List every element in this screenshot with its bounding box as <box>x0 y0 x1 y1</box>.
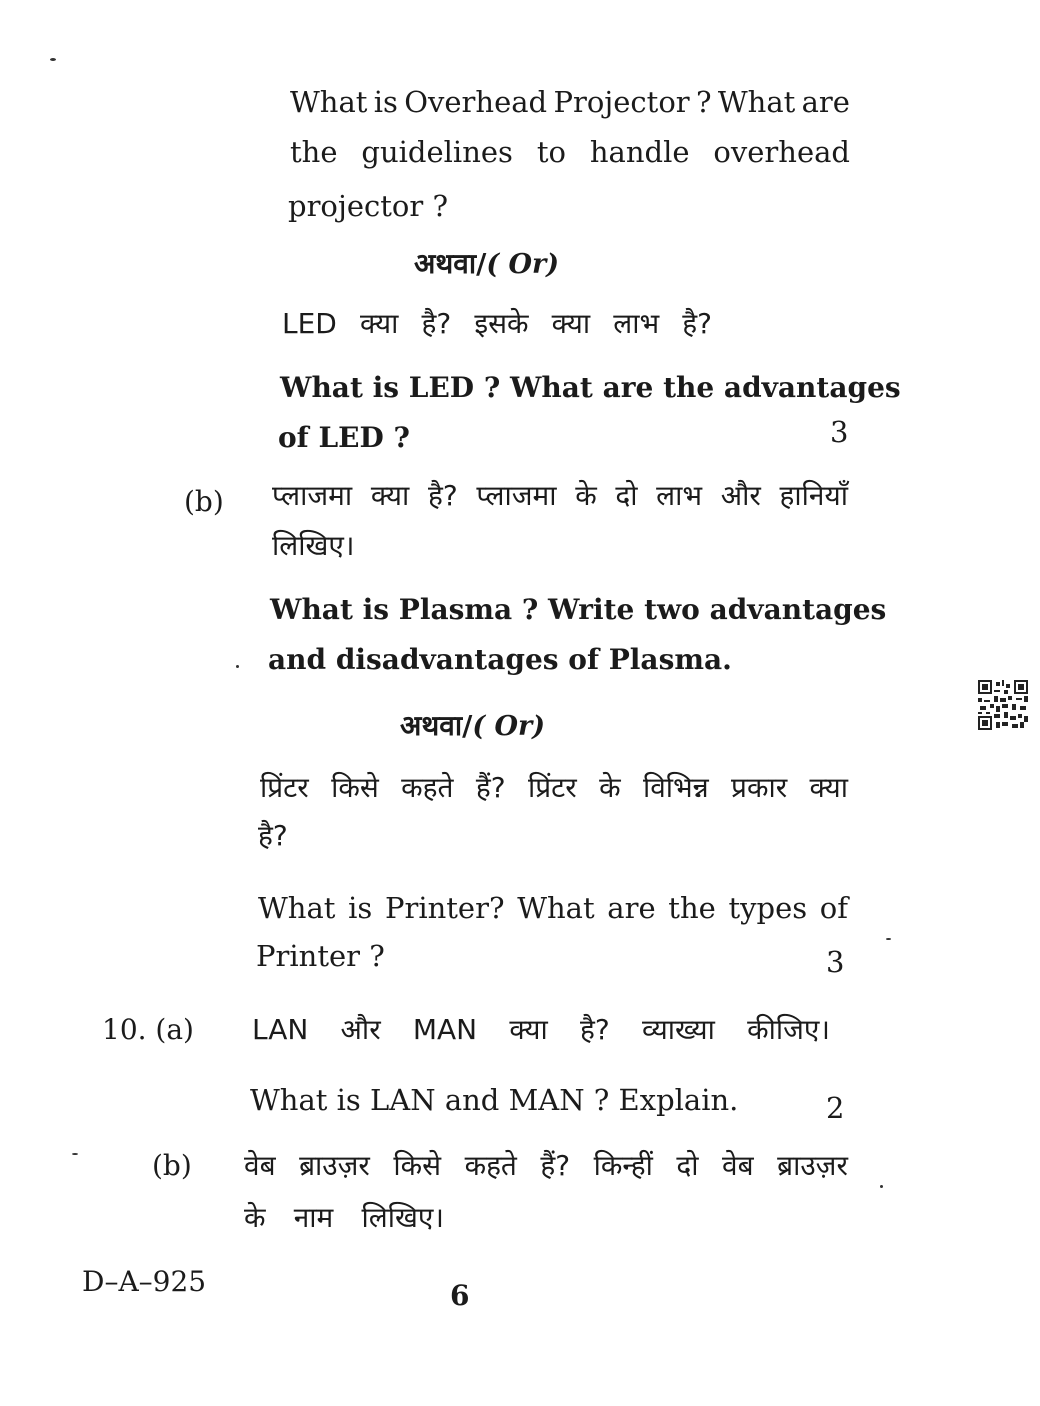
word: के <box>244 1201 266 1234</box>
q9b-label: (b) <box>184 485 224 518</box>
q9a-en-line-2 <box>290 135 850 169</box>
word: to <box>536 135 566 169</box>
scan-speck <box>72 1153 78 1155</box>
word: किसे <box>393 1149 442 1182</box>
q10a-number: 10. (a) <box>102 1013 194 1046</box>
word: is <box>348 891 373 925</box>
word: Projector <box>553 85 690 119</box>
word: लाभ <box>656 479 703 512</box>
scan-speck <box>50 58 56 61</box>
word: Printer? <box>384 891 505 925</box>
word: ब्राउज़र <box>299 1149 370 1182</box>
word: प्रिंटर <box>527 771 577 804</box>
word: विभिन्न <box>642 771 709 804</box>
word: क्या <box>359 307 399 340</box>
word: किसे <box>331 771 379 804</box>
word: प्रिंटर <box>260 771 309 804</box>
word: हैं? <box>540 1149 571 1182</box>
q9b-en-line-1: What is Plasma ? Write two advantages <box>270 593 887 626</box>
page-number: 6 <box>450 1279 470 1312</box>
scan-speck <box>236 665 239 668</box>
word: Overhead <box>404 85 548 119</box>
word: MAN <box>412 1013 478 1046</box>
word: है? <box>682 307 712 340</box>
word: क्या <box>370 479 410 512</box>
word: What <box>258 891 336 925</box>
word: What <box>717 85 796 119</box>
q9a-hi-led <box>282 307 712 340</box>
word: प्रकार <box>731 771 788 804</box>
word: लाभ <box>613 307 660 340</box>
word: है? <box>580 1013 610 1046</box>
q9b-en-line-2: and disadvantages of Plasma. <box>268 643 732 676</box>
word: क्या <box>551 307 591 340</box>
word: the <box>668 891 716 925</box>
word: types <box>728 891 808 925</box>
word: है? <box>427 479 458 512</box>
word: के <box>575 479 597 512</box>
q10b-label: (b) <box>152 1149 192 1182</box>
word: the <box>290 135 338 169</box>
or-english: ( Or) <box>472 711 546 742</box>
word: ब्राउज़र <box>777 1149 848 1182</box>
word: है? <box>421 307 452 340</box>
q9a-en-led-line-1: What is LED ? What are the advantages <box>280 371 901 404</box>
word: प्लाजमा <box>476 479 557 512</box>
word: LED <box>282 307 337 340</box>
q9a-en-line-1 <box>290 85 850 119</box>
word: What <box>517 891 595 925</box>
word: कहते <box>464 1149 517 1182</box>
word: क्या <box>509 1013 548 1046</box>
or-hindi: अथवा/ <box>414 247 487 280</box>
word: दो <box>615 479 638 512</box>
word: क्या <box>809 771 848 804</box>
word: are <box>607 891 656 925</box>
q9b-en-printer-line-1 <box>258 891 848 925</box>
word: कहते <box>401 771 454 804</box>
word: हैं? <box>475 771 506 804</box>
or-separator-2 <box>400 709 546 742</box>
q10b-hi-line-1 <box>244 1149 848 1182</box>
word: कीजिए। <box>747 1013 830 1046</box>
word: is <box>373 85 398 119</box>
word: ? <box>695 85 712 119</box>
q9b-marks: 3 <box>826 945 845 979</box>
word: इसके <box>474 307 529 340</box>
word: हानियाँ <box>779 479 848 512</box>
q9a-en-line-3: projector ? <box>288 189 449 223</box>
word: दो <box>676 1149 699 1182</box>
q10a-hi-line <box>252 1013 830 1046</box>
q9b-hi-line-2: लिखिए। <box>272 529 355 562</box>
word: overhead <box>713 135 850 169</box>
q9b-hi-printer-line-1 <box>260 771 848 804</box>
or-hindi: अथवा/ <box>400 709 473 742</box>
or-english: ( Or) <box>486 249 560 280</box>
scan-speck <box>886 938 891 940</box>
q9b-hi-line-1 <box>272 479 848 512</box>
word: और <box>340 1013 381 1046</box>
word: guidelines <box>361 135 513 169</box>
q9a-en-led-line-2: of LED ? <box>278 421 410 454</box>
q10a-en-line: What is LAN and MAN ? Explain. <box>250 1083 739 1117</box>
scan-speck <box>880 1185 883 1188</box>
word: के <box>599 771 621 804</box>
word: handle <box>589 135 690 169</box>
q9b-en-printer-line-2: Printer ? <box>256 939 385 973</box>
word: किन्हीं <box>593 1149 653 1182</box>
word: are <box>801 85 850 119</box>
word: नाम <box>293 1201 334 1234</box>
or-separator-1 <box>414 247 560 280</box>
word: वेब <box>244 1149 276 1182</box>
word: प्लाजमा <box>272 479 353 512</box>
word: व्याख्या <box>641 1013 715 1046</box>
paper-code: D–A–925 <box>82 1265 207 1298</box>
qr-code-icon <box>978 680 1028 730</box>
word: What <box>290 85 368 119</box>
word: वेब <box>722 1149 754 1182</box>
word: और <box>720 479 761 512</box>
word: लिखिए। <box>361 1201 444 1234</box>
word: of <box>819 891 848 925</box>
q10a-marks: 2 <box>826 1091 845 1125</box>
q9b-hi-printer-line-2: है? <box>258 819 288 852</box>
q10b-hi-line-2 <box>244 1201 444 1234</box>
word: LAN <box>252 1013 309 1046</box>
q9a-marks: 3 <box>830 415 849 449</box>
